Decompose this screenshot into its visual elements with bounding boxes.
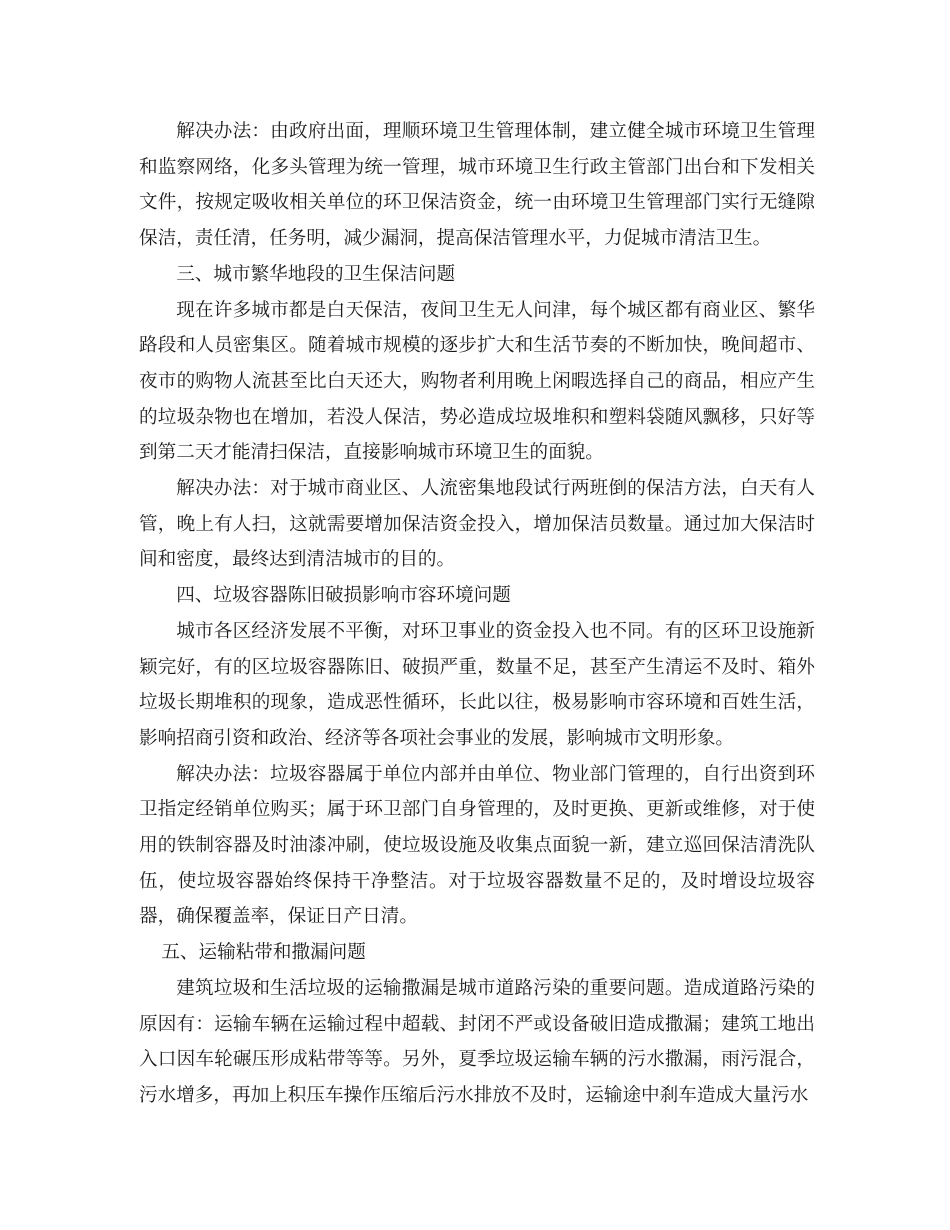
heading-section-five: 五、运输粘带和撒漏问题 [161, 942, 366, 964]
document-page [139, 114, 815, 1114]
paragraph-containers: 城市各区经济发展不平衡，对环卫事业的资金投入也不同。有的区环卫设施新颖完好，有的区垃圾容器陈旧、破损严重，数量不足，甚至产生清运不及时、箱外垃圾长期堆积的现象，造成恶性循环，长此以往，极易影响市容环境和百姓生活，影响招商引资和政治、经济等各项社会事业的发展，影响城市文明形象。 [139, 620, 815, 749]
paragraph-solution-containers: 解决办法：垃圾容器属于单位内部并由单位、物业部门管理的，自行出资到环卫指定经销单位购买；属于环卫部门自身管理的，及时更换、更新或维修，对于使用的铁制容器及时油漆冲刷，使垃圾设施及收集点面貌一新，建立巡回保洁清洗队伍，使垃圾容器始终保持干净整洁。对于垃圾容器数量不足的，及时增设垃圾容器，确保覆盖率，保证日产日清。 [139, 763, 815, 928]
paragraph-solution-shifts: 解决办法：对于城市商业区、人流密集地段试行两班倒的保洁方法，白天有人管，晚上有人扫，这就需要增加保洁资金投入，增加保洁员数量。通过加大保洁时间和密度，最终达到清洁城市的目的。 [139, 478, 815, 571]
heading-section-four: 四、垃圾容器陈旧破损影响市容环境问题 [176, 585, 511, 607]
paragraph-transport-spill: 建筑垃圾和生活垃圾的运输撒漏是城市道路污染的重要问题。造成道路污染的原因有：运输车辆在运输过程中超载、封闭不严或设备破旧造成撒漏；建筑工地出入口因车轮碾压形成粘带等等。另外，夏季垃圾运输车辆的污水撒漏，雨污混合，污水增多，再加上积压车操作压缩后污水排放不及时，运输途中刹车造成大量污水 [139, 977, 815, 1106]
paragraph-busy-areas: 现在许多城市都是白天保洁，夜间卫生无人问津，每个城区都有商业区、繁华路段和人员密集区。随着城市规模的逐步扩大和生活节奏的不断加快，晚间超市、夜市的购物人流甚至比白天还大，购物者利用晚上闲暇选择自己的商品，相应产生的垃圾杂物也在增加，若没人保洁，势必造成垃圾堆积和塑料袋随风飘移，只好等到第二天才能清扫保洁，直接影响城市环境卫生的面貌。 [139, 299, 815, 464]
heading-section-three: 三、城市繁华地段的卫生保洁问题 [176, 263, 456, 285]
paragraph-solution-management: 解决办法：由政府出面，理顺环境卫生管理体制，建立健全城市环境卫生管理和监察网络，化多头管理为统一管理，城市环境卫生行政主管部门出台和下发相关文件，按规定吸收相关单位的环卫保洁资金，统一由环境卫生管理部门实行无缝隙保洁，责任清，任务明，减少漏洞，提高保洁管理水平，力促城市清洁卫生。 [139, 121, 815, 250]
